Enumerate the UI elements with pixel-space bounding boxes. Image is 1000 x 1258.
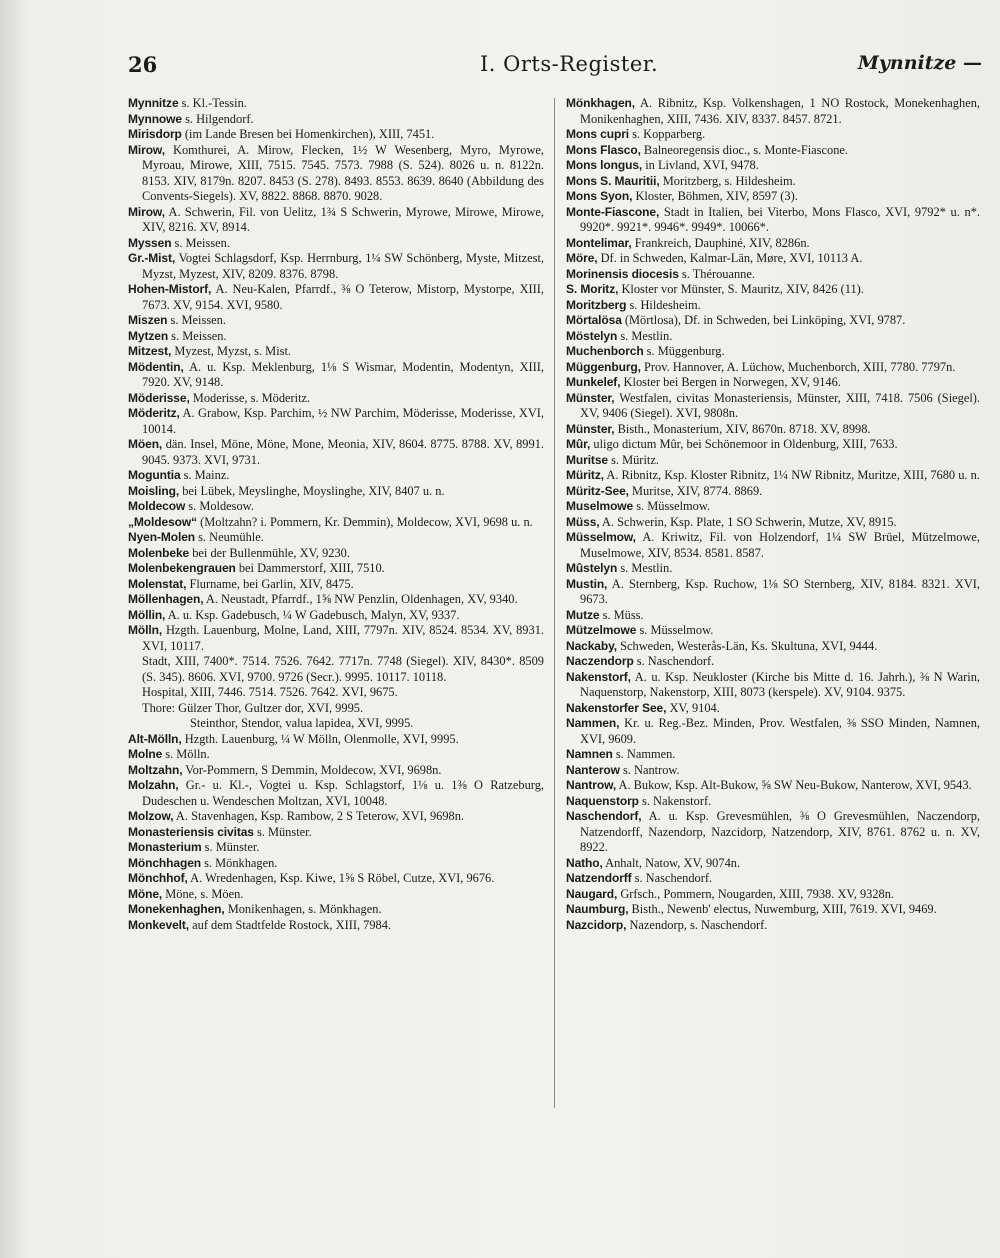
register-entry (128, 716, 544, 732)
register-entry (566, 794, 980, 810)
register-entry (128, 360, 544, 391)
register-entry (566, 96, 980, 127)
register-entry (128, 840, 544, 856)
entry-text: s. Neumühle. (195, 530, 264, 544)
register-entry (566, 701, 980, 717)
register-entry (128, 313, 544, 329)
entry-headword: Naschendorf, (566, 809, 642, 823)
entry-text: Balneoregensis dioc., s. Monte-Fiascone. (640, 142, 848, 157)
entry-text: Hzgth. Lauenburg, ¼ W Mölln, Olenmolle, XVI, 9995. (181, 731, 459, 746)
entry-headword: Möderitz, (128, 406, 180, 420)
entry-headword: Naczendorp (566, 654, 634, 668)
entry-text: Frankreich, Dauphiné, XIV, 8286n. (631, 235, 810, 250)
entry-headword: Mörtalösa (566, 313, 622, 327)
entry-headword: Müss, (566, 514, 600, 529)
register-entry (128, 871, 544, 887)
entry-text: Myzest, Myzst, s. Mist. (171, 344, 291, 358)
register-entry (128, 685, 544, 701)
entry-text: Kloster vor Münster, S. Mauritz, XIV, 8426 (11). (618, 282, 864, 296)
entry-text: Moritzberg, s. Hildesheim. (659, 173, 796, 188)
entry-text: bei Dammerstorf, XIII, 7510. (235, 561, 385, 575)
register-entry (128, 763, 544, 779)
entry-headword: Hohen-Mistorf, (128, 282, 212, 296)
entry-headword: Mynnowe (128, 111, 182, 126)
entry-headword: Monasteriensis civitas (128, 824, 254, 839)
entry-text: s. Moldesow. (185, 499, 254, 513)
register-entry (566, 391, 980, 422)
register-entry (128, 778, 544, 809)
entry-headword: Nakenstorfer See, (566, 700, 667, 715)
register-entry (566, 763, 980, 779)
right-column (566, 96, 980, 1136)
register-entry (128, 499, 544, 515)
entry-headword: Mützelmowe (566, 623, 637, 637)
entry-headword: Moltzahn, (128, 762, 183, 777)
entry-headword: Mons S. Mauritii, (566, 173, 660, 188)
entry-headword: Nantrow, (566, 778, 617, 792)
entry-headword: Gr.-Mist, (128, 251, 176, 265)
entry-headword: Möderisse, (128, 390, 190, 405)
register-entry (566, 530, 980, 561)
entry-headword: Monasterium (128, 840, 202, 854)
entry-headword: Mönchhof, (128, 871, 188, 885)
entry-text: s. Meissen. (168, 328, 227, 343)
entry-headword: Mustin, (566, 576, 608, 591)
entry-headword: Nammen, (566, 716, 620, 730)
entry-headword: Monekenhaghen, (128, 902, 225, 916)
entry-headword: Moisling, (128, 483, 180, 498)
register-entry (128, 856, 544, 872)
entry-headword: Mutze (566, 607, 600, 622)
entry-text: A. Wredenhagen, Ksp. Kiwe, 1⅝ S Röbel, Cutze, XVI, 9676. (187, 871, 495, 885)
register-entry (128, 236, 544, 252)
entry-headword: Naquenstorp (566, 793, 639, 808)
register-entry (566, 143, 980, 159)
entry-headword: Mons longus, (566, 158, 643, 172)
entry-text: Muritse, XIV, 8774. 8869. (628, 483, 763, 498)
entry-headword: Müritz, (566, 468, 604, 482)
register-entry (128, 282, 544, 313)
entry-headword: Molenstat, (128, 576, 187, 591)
register-entry (128, 902, 544, 918)
entry-headword: Münster, (566, 390, 615, 405)
register-entry (128, 205, 544, 236)
register-entry (128, 887, 544, 903)
register-entry (566, 298, 980, 314)
entry-text: A. u. Ksp. Gadebusch, ¼ W Gadebusch, Malyn, XV, 9337. (165, 607, 460, 622)
register-entry (566, 747, 980, 763)
entry-headword: Möllenhagen, (128, 592, 204, 606)
entry-headword: Mirow, (128, 204, 165, 219)
register-entry (128, 96, 544, 112)
entry-headword: S. Moritz, (566, 282, 619, 296)
entry-text: A. Schwerin, Ksp. Plate, 1 SO Schwerin, Mutze, XV, 8915. (599, 514, 897, 529)
entry-headword: Müsselmow, (566, 530, 636, 544)
entry-headword: Mölln, (128, 623, 163, 637)
entry-text: s. Naschendorf. (633, 654, 715, 668)
register-entry (128, 623, 544, 654)
entry-text: A. Kriwitz, Fil. von Holzendorf, 1¼ SW Brüel, Mützelmowe, Muselmowe, XIV, 8534. 8581. 8587. (580, 530, 980, 560)
register-entry (128, 747, 544, 763)
entry-headword: Natzendorff (566, 871, 632, 885)
register-entry (566, 360, 980, 376)
register-entry (128, 515, 544, 531)
running-head (128, 52, 982, 82)
entry-text: Df. in Schweden, Kalmar-Län, Møre, XVI, 10113 A. (597, 251, 863, 265)
entry-text: A. Grabow, Ksp. Parchim, ½ NW Parchim, Möderisse, Moderisse, XVI, 10014. (142, 406, 544, 436)
entry-headword: Munkelef, (566, 375, 621, 389)
entry-text: s. Kopparberg. (629, 127, 706, 141)
entry-text: (Mörtlosa), Df. in Schweden, bei Linköping, XVI, 9787. (621, 313, 906, 327)
register-entry (566, 499, 980, 515)
entry-text: A. Neustadt, Pfarrdf., 1⅝ NW Penzlin, Oldenhagen, XV, 9340. (203, 592, 518, 606)
entry-text: Bisth., Newenb' electus, Nuwemburg, XIII, 7619. XVI, 9469. (628, 902, 937, 916)
entry-text: s. Hilgendorf. (181, 111, 254, 126)
entry-text: s. Müsselmow. (633, 499, 711, 513)
register-entry (566, 282, 980, 298)
entry-headword: Monkevelt, (128, 917, 190, 932)
entry-text: Stadt, XIII, 7400*. 7514. 7526. 7642. 7717n. 7748 (Siegel). XIV, 8430*. 8509 (S. 345). 8606. XVI, 9700. 9726 (Secr.). 9995. 10117. 10118. (142, 654, 544, 684)
entry-text: Kloster, Böhmen, XIV, 8597 (3). (632, 189, 798, 203)
register-entry (566, 716, 980, 747)
register-entry (566, 251, 980, 267)
entry-text: Flurname, bei Garlin, XIV, 8475. (186, 576, 354, 591)
register-entry (566, 189, 980, 205)
entry-text: s. Mönkhagen. (201, 855, 278, 870)
entry-text: in Livland, XVI, 9478. (642, 158, 759, 172)
entry-headword: Müritz-See, (566, 483, 629, 498)
entry-headword: Muchenborch (566, 344, 644, 358)
entry-text: Prov. Hannover, A. Lüchow, Muchenborch, XIII, 7780. 7797n. (640, 359, 956, 374)
entry-headword: Morinensis diocesis (566, 266, 679, 281)
entry-headword: Mirisdorp (128, 127, 182, 141)
entry-headword: Namnen (566, 747, 613, 761)
entry-headword: Molzahn, (128, 778, 179, 792)
register-entry (566, 608, 980, 624)
entry-text: s. Naschendorf. (631, 871, 713, 885)
register-entry (566, 809, 980, 856)
catchword: Mynnitze — (857, 52, 982, 74)
entry-text: s. Nakenstorf. (638, 793, 712, 808)
register-entry (566, 422, 980, 438)
entry-text: A. Sternberg, Ksp. Ruchow, 1⅛ SO Sternberg, XIV, 8184. 8321. XVI, 9673. (580, 576, 980, 606)
entry-headword: Nackaby, (566, 638, 618, 653)
register-entry (566, 158, 980, 174)
entry-text: Komthurei, A. Mirow, Flecken, 1½ W Wesenberg, Myro, Myrowe, Myroau, Mirowe, XIII, 7515. 7545. 7573. 7988 (S. 524). 8026 u. n. 8122n. 8153. XIV, 8179n. 8207. 8453 (S. 278). 8493. 8553. 8639. 8640 (Abbildung des Convents-Siegels). XV, 8822. 8868. 8870. 9028. (142, 142, 544, 203)
entry-headword: Möstelyn (566, 328, 618, 343)
entry-headword: Mirow, (128, 142, 165, 157)
register-entry (128, 406, 544, 437)
entry-headword: Nanterow (566, 762, 620, 777)
entry-headword: Nazcidorp, (566, 917, 627, 932)
entry-text: A. u. Ksp. Grevesmühlen, ⅜ O Grevesmühlen, Naczendorp, Natzendorff, Nazendorp, Nazcidorp, Natzendorp, XIV, 8761. 8762 u. n. XV, 8922. (580, 809, 980, 854)
entry-text: A. u. Ksp. Neukloster (Kirche bis Mitte d. 16. Jahrh.), ⅜ N Warin, Naquenstorp, Nakenstorp, XIII, 8073 (kerspele). XV, 9104. 9375. (580, 669, 980, 699)
entry-headword: Möen, (128, 437, 163, 451)
entry-text: Vor-Pommern, S Demmin, Moldecow, XVI, 9698n. (182, 762, 442, 777)
register-entry (566, 236, 980, 252)
entry-headword: Muselmowe (566, 499, 634, 513)
entry-text: A. Ribnitz, Ksp. Kloster Ribnitz, 1¼ NW Ribnitz, Muritze, XIII, 7680 u. n. (603, 468, 980, 482)
entry-headword: Moguntia (128, 468, 181, 482)
register-entry (128, 825, 544, 841)
entry-headword: Möre, (566, 251, 598, 265)
register-entry (128, 468, 544, 484)
entry-headword: Molzow, (128, 809, 174, 823)
register-entry (566, 174, 980, 190)
entry-headword: Naugard, (566, 886, 618, 901)
register-entry (128, 251, 544, 282)
entry-text: s. Nantrow. (619, 762, 680, 777)
entry-headword: Natho, (566, 855, 603, 870)
entry-text: Hospital, XIII, 7446. 7514. 7526. 7642. XVI, 9675. (142, 685, 398, 699)
register-entry (128, 654, 544, 685)
entry-headword: Mönchhagen (128, 855, 201, 870)
entry-text: Stadt in Italien, bei Viterbo, Mons Flasco, XVI, 9792* u. n*. 9920*. 9921*. 9946*. 9949*. 10066*. (580, 204, 980, 234)
entry-headword: Moldecow (128, 499, 186, 513)
entry-headword: Mûr, (566, 437, 591, 451)
entry-text: XV, 9104. (666, 700, 720, 715)
entry-text: Kloster bei Bergen in Norwegen, XV, 9146. (620, 375, 841, 389)
entry-headword: Molne (128, 747, 163, 761)
page-number: 26 (128, 52, 158, 77)
entry-text: Monikenhagen, s. Mönkhagen. (224, 902, 382, 916)
register-entry (566, 267, 980, 283)
entry-text: s. Hildesheim. (626, 297, 701, 312)
register-entry (566, 127, 980, 143)
register-entry (128, 391, 544, 407)
entry-text: Schweden, Westerås-Län, Ks. Skultuna, XVI, 9444. (617, 638, 878, 653)
register-entry (566, 437, 980, 453)
entry-headword: Möllin, (128, 607, 166, 622)
entry-text: Grfsch., Pommern, Nougarden, XIII, 7938. XV, 9328n. (617, 886, 895, 901)
entry-headword: Mönkhagen, (566, 96, 636, 110)
register-entry (128, 127, 544, 143)
entry-text: Kr. u. Reg.-Bez. Minden, Prov. Westfalen, ⅜ SSO Minden, Namnen, XVI, 9609. (580, 716, 980, 746)
register-entry (566, 375, 980, 391)
register-entry (566, 577, 980, 608)
entry-text: Moderisse, s. Möderitz. (189, 390, 311, 405)
entry-text: A. Neu-Kalen, Pfarrdf., ⅜ O Teterow, Mistorp, Mystorpe, XIII, 7673. XV, 9154. XVI, 9580. (142, 282, 544, 312)
entry-headword: Mynnitze (128, 96, 179, 110)
entry-text: s. Müritz. (607, 452, 659, 467)
register-entry (128, 112, 544, 128)
entry-text: Gr.- u. Kl.-, Vogtei u. Ksp. Schlagstorf, 1⅛ u. 1⅜ O Ratzeburg, Dudeschen u. Wendeschen Moltzan, XVI, 10048. (142, 778, 544, 808)
entry-headword: Mons cupri (566, 127, 630, 141)
entry-text: s. Mölln. (162, 747, 210, 761)
entry-headword: Monte-Fiascone, (566, 204, 660, 219)
register-entry (128, 809, 544, 825)
entry-text: Thore: Gülzer Thor, Gultzer dor, XVI, 9995. (142, 700, 364, 715)
entry-headword: Mitzest, (128, 344, 172, 358)
register-entry (128, 530, 544, 546)
register-entry (128, 546, 544, 562)
entry-text: Hzgth. Lauenburg, Molne, Land, XIII, 7797n. XIV, 8524. 8534. XV, 8931. XVI, 10117. (142, 623, 544, 653)
entry-headword: Alt-Mölln, (128, 731, 182, 746)
entry-text: s. Mestlin. (617, 328, 673, 343)
entry-text: Bisth., Monasterium, XIV, 8670n. 8718. XV, 8998. (614, 421, 871, 436)
entry-text: s. Münster. (201, 840, 260, 854)
register-entry (128, 918, 544, 934)
entry-text: s. Meissen. (171, 235, 230, 250)
register-entry (566, 871, 980, 887)
register-entry (128, 592, 544, 608)
entry-text: s. Mestlin. (617, 561, 673, 575)
register-entry (566, 670, 980, 701)
register-entry (566, 902, 980, 918)
register-entry (566, 887, 980, 903)
register-entry (128, 608, 544, 624)
register-entry (566, 561, 980, 577)
entry-text: s. Müggenburg. (643, 344, 725, 358)
register-entry (128, 143, 544, 205)
entry-text: s. Kl.-Tessin. (178, 96, 247, 110)
entry-headword: Nakenstorf, (566, 669, 631, 684)
entry-text: s. Meissen. (167, 313, 226, 327)
entry-text: s. Münster. (253, 824, 312, 839)
register-entry (566, 856, 980, 872)
register-entry (128, 701, 544, 717)
entry-text: bei Lübek, Meyslinghe, Moyslinghe, XIV, 8407 u. n. (179, 483, 445, 498)
entry-text: Steinthor, Stendor, valua lapidea, XVI, 9995. (190, 716, 414, 730)
register-entry (128, 577, 544, 593)
entry-text: A. Bukow, Ksp. Alt-Bukow, ⅝ SW Neu-Bukow, Nanterow, XVI, 9543. (616, 778, 972, 792)
register-entry (566, 453, 980, 469)
entry-text: dän. Insel, Möne, Möne, Mone, Meonia, XIV, 8604. 8775. 8788. XV, 8991. 9045. 9373. XVI, 9731. (142, 437, 544, 467)
entry-headword: Mödentin, (128, 359, 184, 374)
entry-text: Nazendorp, s. Naschendorf. (626, 917, 768, 932)
register-entry (128, 437, 544, 468)
entry-headword: Möne, (128, 886, 163, 901)
entry-headword: „Moldesow“ (128, 514, 198, 529)
entry-text: Vogtei Schlagsdorf, Ksp. Herrnburg, 1¼ SW Schönberg, Myste, Mitzest, Myzst, Myzest, XIV, 8209. 8376. 8798. (142, 251, 544, 281)
entry-text: s. Müss. (599, 607, 644, 622)
register-entry (128, 732, 544, 748)
entry-headword: Molenbekengrauen (128, 561, 236, 575)
register-entry (128, 344, 544, 360)
register-entry (128, 484, 544, 500)
entry-text: s. Nammen. (612, 747, 676, 761)
register-entry (128, 561, 544, 577)
entry-text: auf dem Stadtfelde Rostock, XIII, 7984. (189, 917, 392, 932)
entry-text: (im Lande Bresen bei Homenkirchen), XIII, 7451. (181, 127, 435, 141)
entry-text: A. Stavenhagen, Ksp. Rambow, 2 S Teterow, XVI, 9698n. (173, 809, 465, 823)
entry-headword: Myssen (128, 235, 172, 250)
entry-text: A. u. Ksp. Meklenburg, 1⅛ S Wismar, Modentin, Modentyn, XIII, 7920. XV, 9148. (142, 359, 544, 389)
entry-text: A. Ribnitz, Ksp. Volkenshagen, 1 NO Rostock, Monekenhaghen, Monikenhaghen, XIII, 7436. XIV, 8337. 8457. 8721. (580, 96, 980, 126)
register-entry (566, 639, 980, 655)
entry-text: (Moltzahn? i. Pommern, Kr. Demmin), Moldecow, XVI, 9698 u. n. (197, 514, 533, 529)
entry-text: uligo dictum Mûr, bei Schönemoor in Oldenburg, XIII, 7633. (590, 437, 898, 451)
entry-text: s. Thérouanne. (678, 266, 755, 281)
entry-text: Anhalt, Natow, XV, 9074n. (602, 855, 741, 870)
entry-text: bei der Bullenmühle, XV, 9230. (189, 545, 350, 560)
column-divider (554, 98, 555, 1108)
entry-headword: Mûstelyn (566, 561, 618, 575)
entry-text: Westfalen, civitas Monasteriensis, Münster, XIII, 7418. 7506 (Siegel). XV, 9406 (Siegel). XVI, 9808n. (580, 390, 980, 420)
left-column (128, 96, 544, 1116)
register-entry (566, 623, 980, 639)
register-entry (566, 918, 980, 934)
entry-headword: Muritse (566, 452, 608, 467)
entry-headword: Montelimar, (566, 235, 632, 250)
entry-headword: Naumburg, (566, 902, 629, 916)
register-entry (566, 654, 980, 670)
register-entry (566, 515, 980, 531)
entry-text: s. Müsselmow. (636, 623, 714, 637)
entry-headword: Müggenburg, (566, 359, 641, 374)
entry-headword: Mytzen (128, 328, 169, 343)
entry-headword: Münster, (566, 421, 615, 436)
register-entry (566, 329, 980, 345)
register-entry (566, 778, 980, 794)
register-entry (566, 205, 980, 236)
entry-headword: Moritzberg (566, 297, 627, 312)
entry-headword: Mons Syon, (566, 189, 633, 203)
entry-text: s. Mainz. (180, 468, 230, 482)
register-entry (566, 484, 980, 500)
register-entry (566, 468, 980, 484)
section-title: I. Orts-Register. (480, 52, 659, 76)
entry-headword: Nyen-Molen (128, 530, 196, 544)
entry-text: A. Schwerin, Fil. von Uelitz, 1¾ S Schwerin, Myrowe, Mirowe, Mirowe, XIV, 8216. XV, 8914. (142, 204, 544, 234)
entry-headword: Miszen (128, 313, 168, 327)
entry-text: Möne, s. Möen. (162, 886, 244, 901)
entry-headword: Mons Flasco, (566, 142, 641, 157)
entry-headword: Molenbeke (128, 545, 190, 560)
register-entry (566, 344, 980, 360)
register-entry (566, 313, 980, 329)
register-entry (128, 329, 544, 345)
